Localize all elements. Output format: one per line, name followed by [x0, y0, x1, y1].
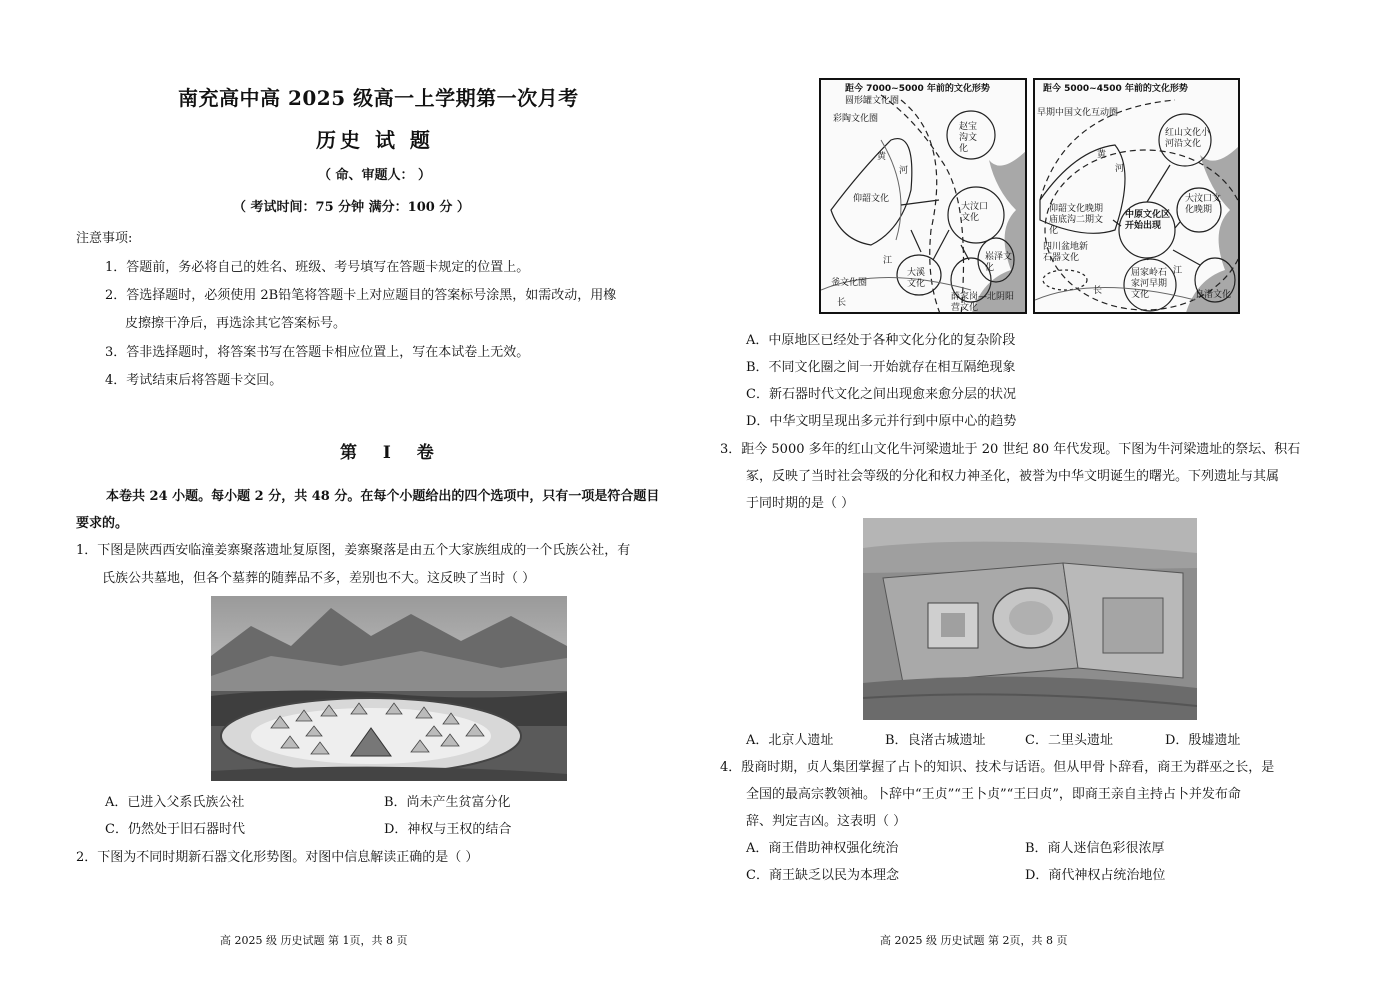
- q3-option-a: A．北京人遗址: [746, 733, 834, 748]
- q1-option-a: A．已进入父系氏族公社: [105, 795, 245, 810]
- map-right-label-2: 红山文化小河沿文化: [1165, 128, 1211, 149]
- map-left-label-11: 釜文化圈: [831, 278, 868, 288]
- map-left-heading: 距今 7000~5000 年前的文化形势: [845, 84, 990, 94]
- map-right-label-10: 屈家岭石家河早期文化: [1131, 268, 1168, 300]
- map-right-label-7: 中原文化区开始出现: [1125, 210, 1171, 231]
- footer-right: 高 2025 级 历史试题 第 2页，共 8 页: [880, 934, 1068, 947]
- map-right-label-6: 仰韶文化晚期庙底沟二期文化: [1049, 204, 1104, 236]
- footer-left: 高 2025 级 历史试题 第 1页，共 8 页: [220, 934, 408, 947]
- notice-item-3: 3．答非选择题时，将答案书写在答题卡相应位置上，写在本试卷上无效。: [105, 345, 530, 360]
- exam-subject: 历史 试 题: [316, 128, 434, 152]
- q2-option-b: B．不同文化圈之间一开始就存在相互隔绝现象: [746, 360, 1016, 375]
- q3-option-b: B．良渚古城遗址: [885, 733, 986, 748]
- q1-option-c: C．仍然处于旧石器时代: [105, 822, 245, 837]
- jiangzhai-settlement-image: [211, 596, 567, 781]
- q3-option-c: C．二里头遗址: [1025, 733, 1113, 748]
- map-left-label-6: 仰韶文化: [853, 194, 890, 204]
- q3-option-d: D．殷墟遗址: [1165, 733, 1241, 748]
- notice-item-4: 4．考试结束后将答题卡交回。: [105, 373, 283, 388]
- q2-option-c: C．新石器时代文化之间出现愈来愈分层的状况: [746, 387, 1016, 402]
- map-left-label-3: 赵宝沟文化: [959, 122, 978, 154]
- q2-stem: 2．下图为不同时期新石器文化形势图。对图中信息解读正确的是（ ）: [76, 850, 479, 865]
- q1-option-b: B．尚未产生贫富分化: [384, 795, 511, 810]
- section-instruction-1: 本卷共 24 小题。每小题 2 分，共 48 分。在每个小题给出的四个选项中，只有一项是符合题目: [106, 489, 660, 504]
- map-left-label-9: 大溪文化: [907, 268, 926, 289]
- map-right-label-1: 早期中国文化互动圈: [1037, 108, 1119, 118]
- q4-option-b: B．商人迷信色彩很浓厚: [1025, 841, 1165, 856]
- map-left-label-13: 薛家岗—北阴阳营文化: [951, 292, 1015, 313]
- map-left-label-1: 圆形罐文化圈: [845, 96, 900, 106]
- map-left-label-5: 河: [899, 166, 909, 176]
- q4-option-a: A．商王借助神权强化统治: [746, 841, 899, 856]
- notice-item-1: 1．答题前，务必将自己的姓名、班级、考号填写在答题卡规定的位置上。: [105, 260, 530, 275]
- section-title: 第 I 卷: [340, 443, 444, 463]
- q4-stem-2: 全国的最高宗教领袖。卜辞中“王贞”“王卜贞”“王曰贞”，即商王亲自主持占卜并发布命: [746, 787, 1241, 802]
- q3-stem-2: 冢，反映了当时社会等级的分化和权力神圣化，被誉为中华文明诞生的曙光。下列遗址与其属: [746, 469, 1280, 484]
- map-right-heading: 距今 5000~4500 年前的文化形势: [1043, 84, 1188, 94]
- q4-option-c: C．商王缺乏以民为本理念: [746, 868, 899, 883]
- q4-option-d: D．商代神权占统治地位: [1025, 868, 1166, 883]
- q2-option-a: A．中原地区已经处于各种文化分化的复杂阶段: [746, 333, 1016, 348]
- map-left-label-12: 长: [837, 298, 847, 308]
- notice-heading: 注意事项:: [76, 231, 133, 246]
- map-right-label-12: 良渚文化: [1195, 290, 1232, 300]
- map-left-label-7: 大汶口文化: [961, 202, 989, 223]
- map-left-label-8: 崧泽文化: [985, 252, 1013, 273]
- q1-stem-2: 氏族公共墓地，但各个墓葬的随葬品不多，差别也不大。这反映了当时（ ）: [102, 571, 536, 586]
- map-left-label-2: 彩陶文化圈: [833, 114, 879, 124]
- map-right-panel: [1033, 78, 1240, 314]
- niuheliang-site-photo: [863, 518, 1197, 720]
- map-right-label-11: 江: [1173, 266, 1183, 276]
- q1-stem-1: 1．下图是陕西西安临潼姜寨聚落遗址复原图，姜寨聚落是由五个大家族组成的一个氏族公社，有: [76, 543, 631, 558]
- map-right-label-9: 长: [1093, 286, 1103, 296]
- map-right-label-5: 大汶口文化晚期: [1185, 194, 1222, 215]
- map-left-label-4: 黄: [877, 152, 887, 162]
- q4-stem-3: 辞、判定吉凶。这表明（ ）: [746, 814, 907, 829]
- exam-authors: （ 命、审题人： ）: [318, 168, 432, 183]
- q4-stem-1: 4．殷商时期，贞人集团掌握了占卜的知识、技术与话语。但从甲骨卜辞看，商王为群巫之长，是: [720, 760, 1275, 775]
- map-right-label-3: 黄: [1097, 150, 1107, 160]
- notice-item-2-cont: 皮擦擦干净后，再选涂其它答案标号。: [125, 316, 347, 331]
- q3-stem-3: 于同时期的是（ ）: [746, 496, 855, 511]
- map-left-label-10: 江: [883, 256, 893, 266]
- q2-option-d: D．中华文明呈现出多元并行到中原中心的趋势: [746, 414, 1017, 429]
- exam-time-info: （ 考试时间：75 分钟 满分：100 分 ）: [233, 200, 470, 215]
- exam-title: 南充高中高 2025 级高一上学期第一次月考: [178, 86, 579, 110]
- map-left-panel: [819, 78, 1027, 314]
- notice-item-2: 2．答选择题时，必须使用 2B铅笔将答题卡上对应题目的答案标号涂黑，如需改动，用橡: [105, 288, 617, 303]
- section-instruction-2: 要求的。: [76, 516, 129, 531]
- q3-stem-1: 3．距今 5000 多年的红山文化牛河梁遗址于 20 世纪 80 年代发现。下图为牛河梁遗址的祭坛、积石: [720, 442, 1301, 457]
- q1-option-d: D．神权与王权的结合: [384, 822, 512, 837]
- map-right-label-8: 四川盆地新石器文化: [1043, 242, 1089, 263]
- map-right-label-4: 河: [1115, 164, 1125, 174]
